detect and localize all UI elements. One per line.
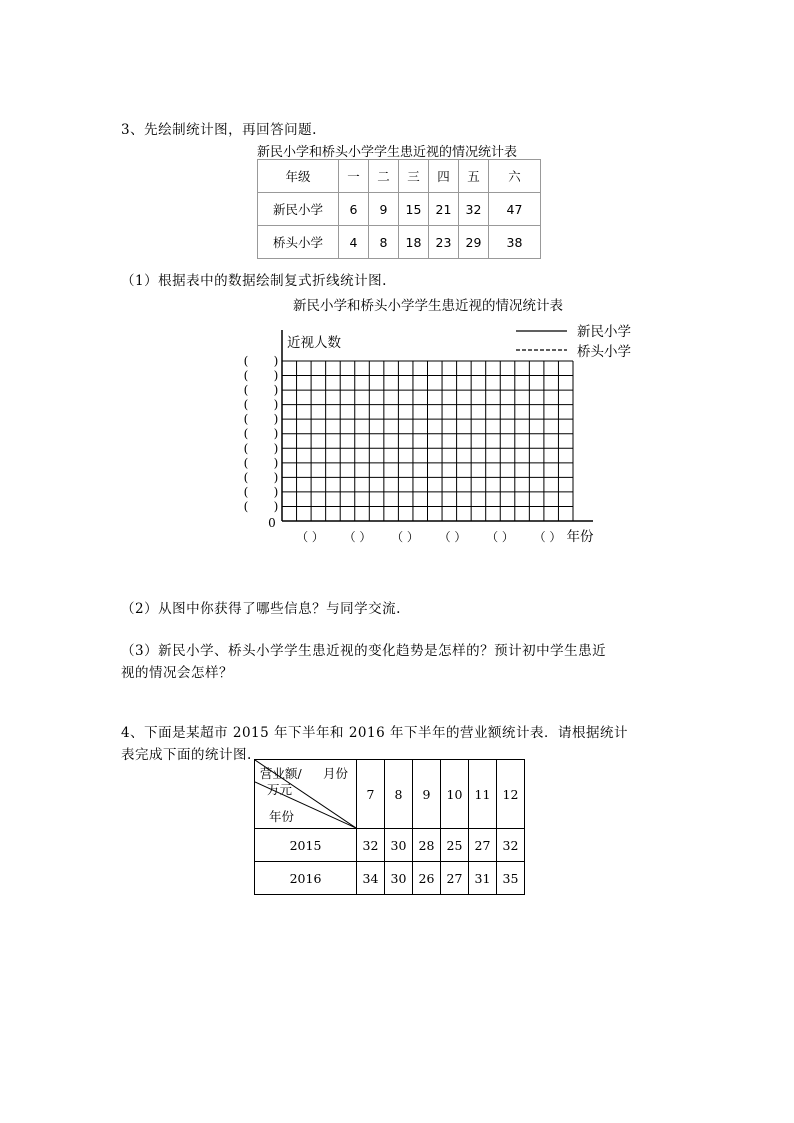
q4-cell: 31 [469, 862, 497, 895]
q4-row-2015 [255, 829, 525, 862]
q4-cell: 25 [441, 829, 469, 862]
chart-x-axis-label: 年份 [566, 529, 594, 545]
q4-row-2016 [255, 862, 525, 895]
q3-row-label: 新民小学 [258, 193, 339, 226]
legend-solid-label: 新民小学 [577, 324, 631, 340]
chart-y-axis-label: 近视人数 [287, 335, 341, 351]
y-tick-blank-right: ) [273, 441, 279, 456]
q4-year-label: 2015 [255, 829, 357, 862]
y-tick-blank-right: ) [273, 499, 279, 514]
q4-month-header: 9 [413, 760, 441, 829]
q4-month-header: 7 [357, 760, 385, 829]
q4-cell: 34 [357, 862, 385, 895]
legend-dashed-label: 桥头小学 [577, 344, 631, 360]
x-tick-blank: （ ） [533, 530, 562, 544]
q3-cell: 9 [369, 193, 399, 226]
chart-origin-label: 0 [268, 516, 276, 530]
y-tick-blank-right: ) [273, 455, 279, 470]
q4-month-header: 10 [441, 760, 469, 829]
q3-heading: 3、先绘制统计图，再回答问题. [121, 122, 317, 138]
q3-header-label: 年级 [258, 160, 339, 193]
q3-part1: （1）根据表中的数据绘制复式折线统计图. [121, 273, 387, 289]
y-tick-blank-right: ) [273, 383, 279, 398]
chart-title: 新民小学和桥头小学学生患近视的情况统计表 [293, 298, 563, 314]
x-tick-blank: （ ） [438, 530, 467, 544]
q3-cell: 29 [459, 226, 489, 259]
y-tick-blank-right: ) [273, 470, 279, 485]
x-tick-blank: （ ） [296, 530, 324, 544]
q4-line2: 表完成下面的统计图. [121, 747, 252, 763]
q3-cell: 21 [429, 193, 459, 226]
q3-cell: 6 [339, 193, 369, 226]
chart-grid [282, 361, 573, 521]
x-tick-blank: （ ） [343, 530, 372, 544]
q3-part3-line2: 视的情况会怎样？ [121, 665, 233, 681]
x-tick-blank: （ ） [391, 530, 419, 544]
q3-cell: 38 [489, 226, 541, 259]
q3-part3-line1: （3）新民小学、桥头小学学生患近视的变化趋势是怎样的？预计初中学生患近 [121, 643, 607, 659]
q3-row-label: 桥头小学 [258, 226, 339, 259]
y-tick-blank-left: ( [243, 455, 249, 470]
q3-line-chart [0, 0, 794, 560]
q3-grade-header: 五 [459, 160, 489, 193]
y-tick-blank-right: ) [273, 397, 279, 412]
y-tick-blank-right: ) [273, 484, 279, 499]
y-tick-blank-left: ( [243, 412, 249, 427]
q3-table-title: 新民小学和桥头小学学生患近视的情况统计表 [257, 145, 518, 160]
q4-diag-label: 年份 [269, 809, 295, 824]
q3-grade-header: 一 [339, 160, 369, 193]
q3-cell: 47 [489, 193, 541, 226]
y-tick-blank-right: ) [273, 426, 279, 441]
q3-cell: 8 [369, 226, 399, 259]
q4-month-header: 11 [469, 760, 497, 829]
q4-cell: 30 [385, 829, 413, 862]
q4-cell: 32 [497, 829, 525, 862]
q3-grade-header: 六 [489, 160, 541, 193]
y-tick-blank-left: ( [243, 499, 249, 514]
q4-cell: 30 [385, 862, 413, 895]
q4-diagonal-header [255, 760, 357, 829]
q3-cell: 15 [399, 193, 429, 226]
q4-header-row [255, 760, 525, 829]
q3-grade-header: 四 [429, 160, 459, 193]
q3-cell: 18 [399, 226, 429, 259]
q4-cell: 26 [413, 862, 441, 895]
q3-grade-header: 三 [399, 160, 429, 193]
q4-cell: 28 [413, 829, 441, 862]
q4-diag-label: 营业额/ [260, 766, 302, 781]
q4-month-header: 8 [385, 760, 413, 829]
y-tick-blank-left: ( [243, 397, 249, 412]
q4-cell: 35 [497, 862, 525, 895]
q3-cell: 23 [429, 226, 459, 259]
q3-grade-header: 二 [369, 160, 399, 193]
x-tick-blank: （ ） [486, 530, 514, 544]
y-tick-blank-left: ( [243, 383, 249, 398]
chart-x-tick-blanks [296, 530, 561, 544]
y-tick-blank-right: ) [273, 412, 279, 427]
q4-cell: 27 [469, 829, 497, 862]
y-tick-blank-left: ( [243, 354, 249, 368]
q4-diag-label: 月份 [323, 766, 349, 781]
q3-cell: 32 [459, 193, 489, 226]
q4-year-label: 2016 [255, 862, 357, 895]
y-tick-blank-left: ( [243, 426, 249, 441]
chart-y-tick-blanks [244, 354, 279, 513]
q3-cell: 4 [339, 226, 369, 259]
y-tick-blank-right: ) [273, 368, 279, 383]
q4-sales-table [254, 759, 525, 895]
q4-cell: 32 [357, 829, 385, 862]
y-tick-blank-left: ( [243, 470, 249, 485]
q4-cell: 27 [441, 862, 469, 895]
y-tick-blank-right: ) [273, 354, 279, 368]
q4-diag-label: 万元 [267, 782, 293, 797]
y-tick-blank-left: ( [243, 441, 249, 456]
q4-month-header: 12 [497, 760, 525, 829]
q3-part2: （2）从图中你获得了哪些信息？与同学交流. [121, 601, 401, 617]
q4-line1: 4、下面是某超市 2015 年下半年和 2016 年下半年的营业额统计表．请根据统计 [121, 725, 628, 741]
y-tick-blank-left: ( [243, 368, 249, 383]
y-tick-blank-left: ( [243, 484, 249, 499]
